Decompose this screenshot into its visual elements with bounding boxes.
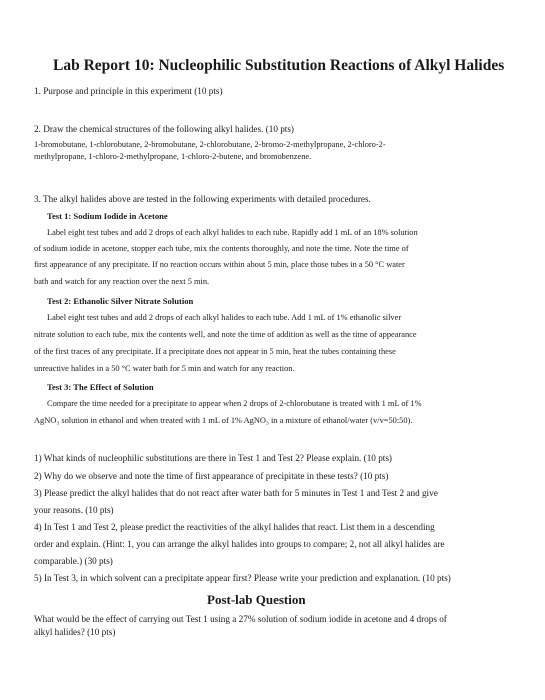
test-2-line: unreactive halides in a 50 °C water bath for 5 min and watch for any reaction.: [34, 364, 295, 373]
subquestion-line: 2) Why do we observe and note the time of first appearance of precipitate in these tests? (10 pts): [34, 471, 389, 481]
report-title: Lab Report 10: Nucleophilic Substitution Reactions of Alkyl Halides: [53, 57, 505, 74]
subquestion-line: order and explain. (Hint: 1, you can arrange the alkyl halides into groups to compare; 2, not all alkyl halides are: [34, 539, 445, 549]
post-lab-question-line: What would be the effect of carrying out Test 1 using a 27% solution of sodium iodide in acetone and 4 drops of: [34, 614, 447, 624]
test-1-heading: Test 1: Sodium Iodide in Acetone: [47, 211, 168, 221]
subquestion-line: 3) Please predict the alkyl halides that do not react after water bath for 5 minutes in Test 1 and Test 2 and give: [34, 488, 438, 498]
test-3-line: Compare the time needed for a precipitate to appear when 2 drops of 2-chlorobutane is treated with 1 mL of 1%: [47, 399, 422, 408]
subquestion-line: comparable.) (30 pts): [34, 556, 113, 566]
question-3-intro: 3. The alkyl halides above are tested in the following experiments with detailed procedures.: [34, 194, 371, 204]
test-2-heading: Test 2: Ethanolic Silver Nitrate Solution: [47, 296, 194, 306]
subquestion-line: 5) In Test 3, in which solvent can a precipitate appear first? Please write your prediction and explanation. (10 pts): [34, 573, 451, 583]
test-1-line: of sodium iodide in acetone, stopper each tube, mix the contents thoroughly, and note the time. Note the time of: [34, 244, 409, 253]
test-1-line: first appearance of any precipitate. If no reaction occurs within about 5 min, place those tubes in a 50 °C water: [34, 260, 405, 269]
question-1: 1. Purpose and principle in this experiment (10 pts): [34, 86, 223, 96]
alkyl-halide-list-line-1: 1-bromobutane, 1-chlorobutane, 2-bromobutane, 2-chlorobutane, 2-bromo-2-methylpropane, 2-chloro-2-: [34, 140, 386, 149]
alkyl-halide-list-line-2: methylpropane, 1-chloro-2-methylpropane, 1-chloro-2-butene, and bromobenzene.: [34, 152, 312, 161]
test-2-line: of the first traces of any precipitate. If a precipitate does not appear in 5 min, heat the tubes containing these: [34, 347, 396, 356]
test-3-heading: Test 3: The Effect of Solution: [47, 382, 154, 392]
test-3-line: AgNO₃ solution in ethanol and when treated with 1 mL of 1% AgNO₃ in a mixture of ethanol/water (v/v=50:50).: [34, 416, 413, 425]
question-2-prompt: 2. Draw the chemical structures of the following alkyl halides. (10 pts): [34, 124, 294, 134]
subquestion-line: 4) In Test 1 and Test 2, please predict the reactivities of the alkyl halides that react. List them in a descending: [34, 522, 435, 532]
post-lab-heading: Post-lab Question: [207, 592, 306, 607]
test-2-line: nitrate solution to each tube, mix the contents well, and note the time of addition as well as the time of appearance: [34, 330, 417, 339]
post-lab-question-line: alkyl halides? (10 pts): [34, 627, 116, 637]
subquestion-line: 1) What kinds of nucleophilic substitutions are there in Test 1 and Test 2? Please explain. (10 pts): [34, 453, 392, 463]
test-2-line: Label eight test tubes and add 2 drops of each alkyl halides to each tube. Add 1 mL of 1% ethanolic silver: [47, 313, 402, 322]
test-1-line: Label eight test tubes and add 2 drops of each alkyl halides to each tube. Rapidly add 1 mL of an 18% solution: [47, 228, 418, 237]
subquestion-line: your reasons. (10 pts): [34, 505, 114, 515]
test-1-line: bath and watch for any reaction over the next 5 min.: [34, 277, 210, 286]
